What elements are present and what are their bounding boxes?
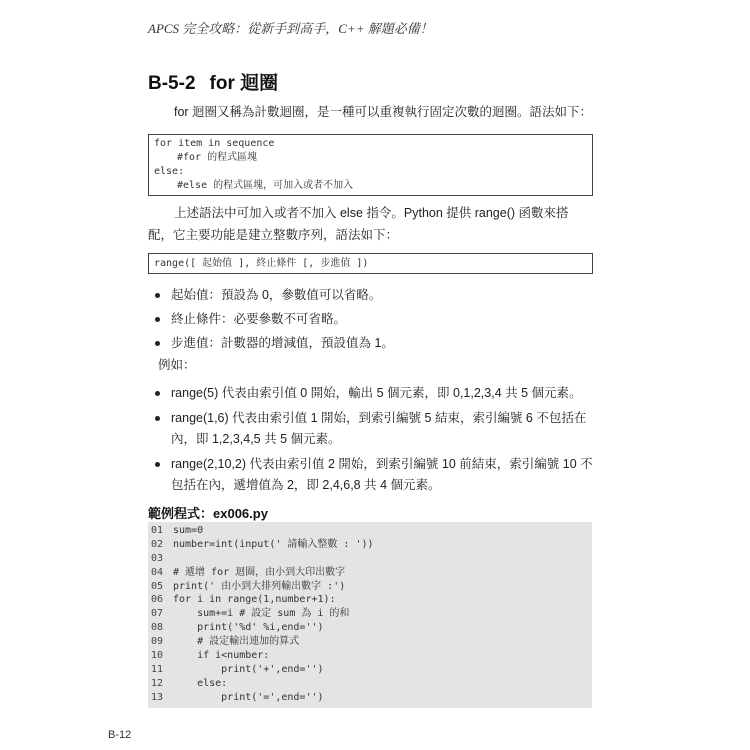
sample-program-title: 範例程式：ex006.py (148, 506, 268, 521)
code-line (148, 552, 592, 566)
running-header: APCS 完全攻略：從新手到高手，C++ 解題必備！ (148, 21, 433, 36)
code-text: print('%d' %i,end='') (173, 622, 324, 634)
code-listing (148, 522, 592, 708)
code-line (148, 677, 592, 691)
syntax-box (148, 134, 593, 196)
params-list (155, 285, 595, 354)
line-number: 01 (151, 525, 164, 536)
examples-list (155, 383, 595, 496)
code-line (148, 635, 592, 649)
line-number: 03 (151, 552, 164, 564)
list-item: range(1,6) 代表由索引值 1 開始，到索引編號 5 結束，索引編號 6 不包括在內，即 1,2,3,4,5 共 5 個元素。 (155, 408, 595, 450)
code-text: sum+=i # 設定 sum 為 i 的和 (173, 608, 350, 620)
syntax-line: #else 的程式區塊，可加入或者不加入 (177, 180, 354, 191)
code-line (148, 691, 592, 705)
range-syntax-box (148, 253, 593, 274)
code-text: print(' 由小到大排列輸出數字 :') (173, 580, 346, 592)
line-number: 06 (151, 594, 164, 606)
code-text: # 遞增 for 迴圈，由小到大印出數字 (173, 566, 346, 578)
code-text: # 設定輸出連加的算式 (173, 636, 300, 648)
syntax-line: for item in sequence (154, 138, 275, 149)
line-number: 13 (151, 691, 164, 703)
code-line (148, 538, 592, 552)
code-text: for i in range(1,number+1): (173, 594, 336, 606)
list-item: 起始值：預設為 0，參數值可以省略。 (155, 285, 595, 306)
page-number: B-12 (108, 729, 132, 741)
code-line (148, 593, 592, 607)
example-label: 例如： (158, 358, 196, 372)
syntax-line: else: (154, 166, 185, 177)
code-line (148, 566, 592, 580)
code-line (148, 621, 592, 635)
section-heading (148, 68, 278, 95)
code-line (148, 524, 592, 538)
list-item: 終止條件：必要參數不可省略。 (155, 309, 595, 330)
section-number: B-5-2 (148, 73, 196, 94)
line-number: 05 (151, 580, 164, 592)
line-number: 11 (151, 663, 164, 675)
code-line (148, 607, 592, 621)
line-number: 09 (151, 636, 164, 648)
list-item: range(2,10,2) 代表由索引值 2 開始，到索引編號 10 前結束，索引編號 10 不包括在內，遞增值為 2，即 2,4,6,8 共 4 個元素。 (155, 454, 595, 496)
code-text: print('+',end='') (173, 663, 324, 675)
list-item: range(5) 代表由索引值 0 開始，輸出 5 個元素，即 0,1,2,3,4 共 5 個元素。 (155, 383, 595, 404)
section-title-text: for 迴圈 (209, 73, 279, 94)
syntax-line: #for 的程式區塊 (177, 152, 258, 163)
code-text: sum=0 (173, 525, 204, 536)
line-number: 12 (151, 677, 164, 689)
line-number: 07 (151, 608, 164, 620)
list-item: 步進值：計數器的增減值，預設值為 1。 (155, 333, 595, 354)
line-number: 10 (151, 650, 164, 662)
code-text: number=int(input(' 請輸入整數 : ')) (173, 538, 374, 550)
line-number: 02 (151, 538, 164, 550)
range-intro-paragraph: 上述語法中可加入或者不加入 else 指令。Python 提供 range() 函數來搭配，它主要功能是建立整數序列，語法如下： (148, 206, 569, 242)
code-text: if i<number: (173, 650, 270, 662)
code-line (148, 580, 592, 594)
line-number: 08 (151, 622, 164, 634)
line-number: 04 (151, 566, 164, 578)
code-line (148, 649, 592, 663)
range-syntax: range([ 起始值 ], 終止條件 [, 步進值 ]) (154, 258, 369, 269)
code-line (148, 663, 592, 677)
code-text: else: (173, 677, 228, 689)
code-text: print('=',end='') (173, 691, 324, 703)
intro-paragraph: for 迴圈又稱為計數迴圈，是一種可以重複執行固定次數的迴圈。語法如下： (174, 105, 593, 119)
